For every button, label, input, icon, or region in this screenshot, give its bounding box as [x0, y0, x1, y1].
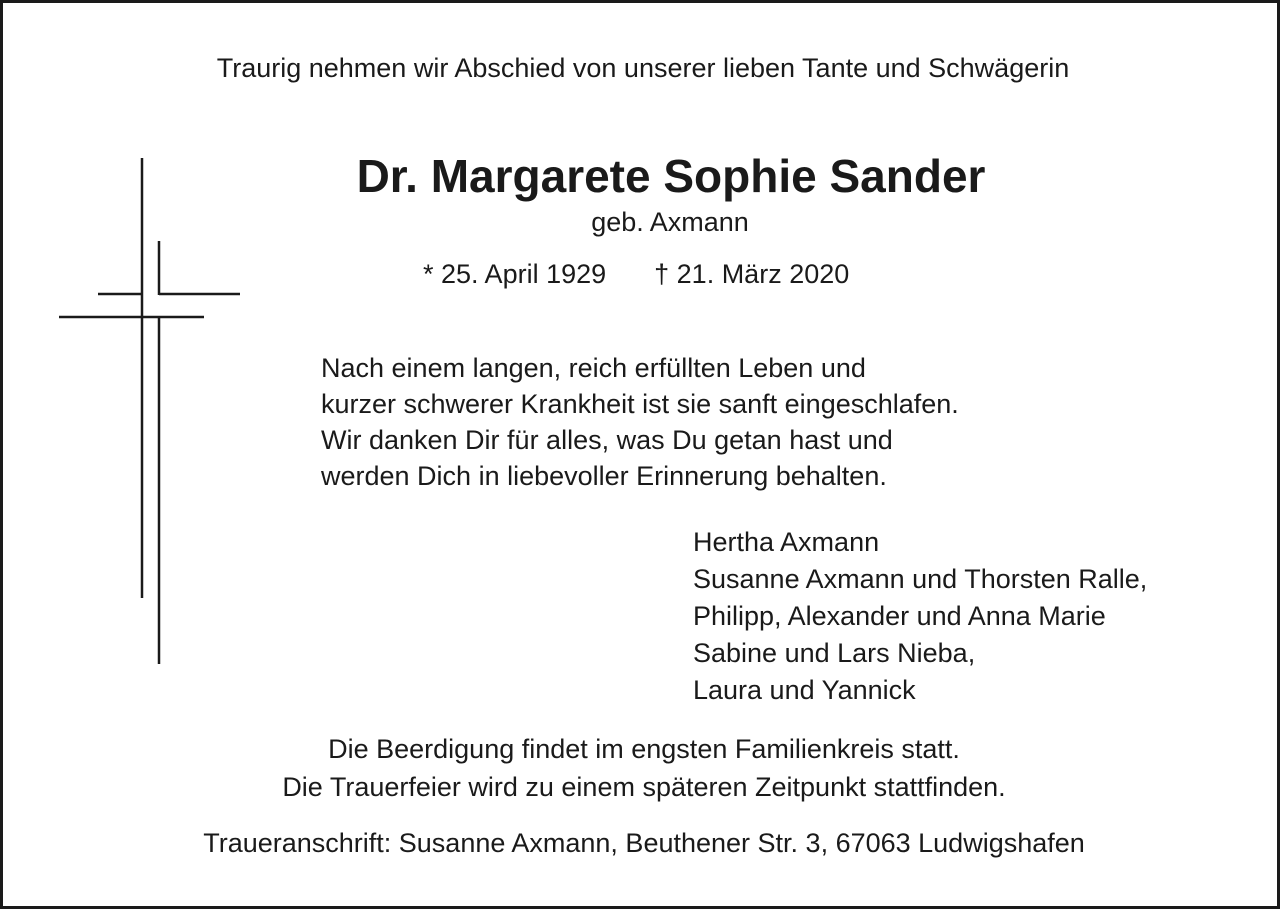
mourner-line: Susanne Axmann und Thorsten Ralle,: [693, 564, 1148, 594]
memorial-line: werden Dich in liebevoller Erinnerung behalten.: [321, 461, 887, 491]
memorial-line: Wir danken Dir für alles, was Du getan hast und: [321, 425, 893, 455]
mourner-line: Laura und Yannick: [693, 675, 916, 705]
mourner-line: Hertha Axmann: [693, 527, 880, 557]
mourning-address: Traueranschrift: Susanne Axmann, Beuthener Str. 3, 67063 Ludwigshafen: [203, 828, 1085, 858]
funeral-line: Die Beerdigung findet im engsten Familienkreis statt.: [328, 734, 960, 764]
memorial-line: Nach einem langen, reich erfüllten Leben und: [321, 353, 866, 383]
intro-text: Traurig nehmen wir Abschied von unserer lieben Tante und Schwägerin: [216, 53, 1070, 83]
funeral-line: Die Trauerfeier wird zu einem späteren Zeitpunkt stattfinden.: [282, 772, 1006, 802]
maiden-name: geb. Axmann: [591, 207, 749, 237]
mourner-line: Sabine und Lars Nieba,: [693, 638, 976, 668]
death-date: † 21. März 2020: [654, 259, 850, 289]
mourners-list: [693, 524, 1147, 709]
memorial-text: [321, 350, 959, 494]
life-dates: [423, 259, 849, 290]
birth-date: * 25. April 1929: [423, 259, 607, 289]
mourner-line: Philipp, Alexander und Anna Marie: [693, 601, 1106, 631]
deceased-name: Dr. Margarete Sophie Sander: [356, 150, 986, 202]
memorial-line: kurzer schwerer Krankheit ist sie sanft eingeschlafen.: [321, 389, 959, 419]
funeral-info: [3, 730, 1280, 806]
cross-icon: [3, 3, 263, 683]
